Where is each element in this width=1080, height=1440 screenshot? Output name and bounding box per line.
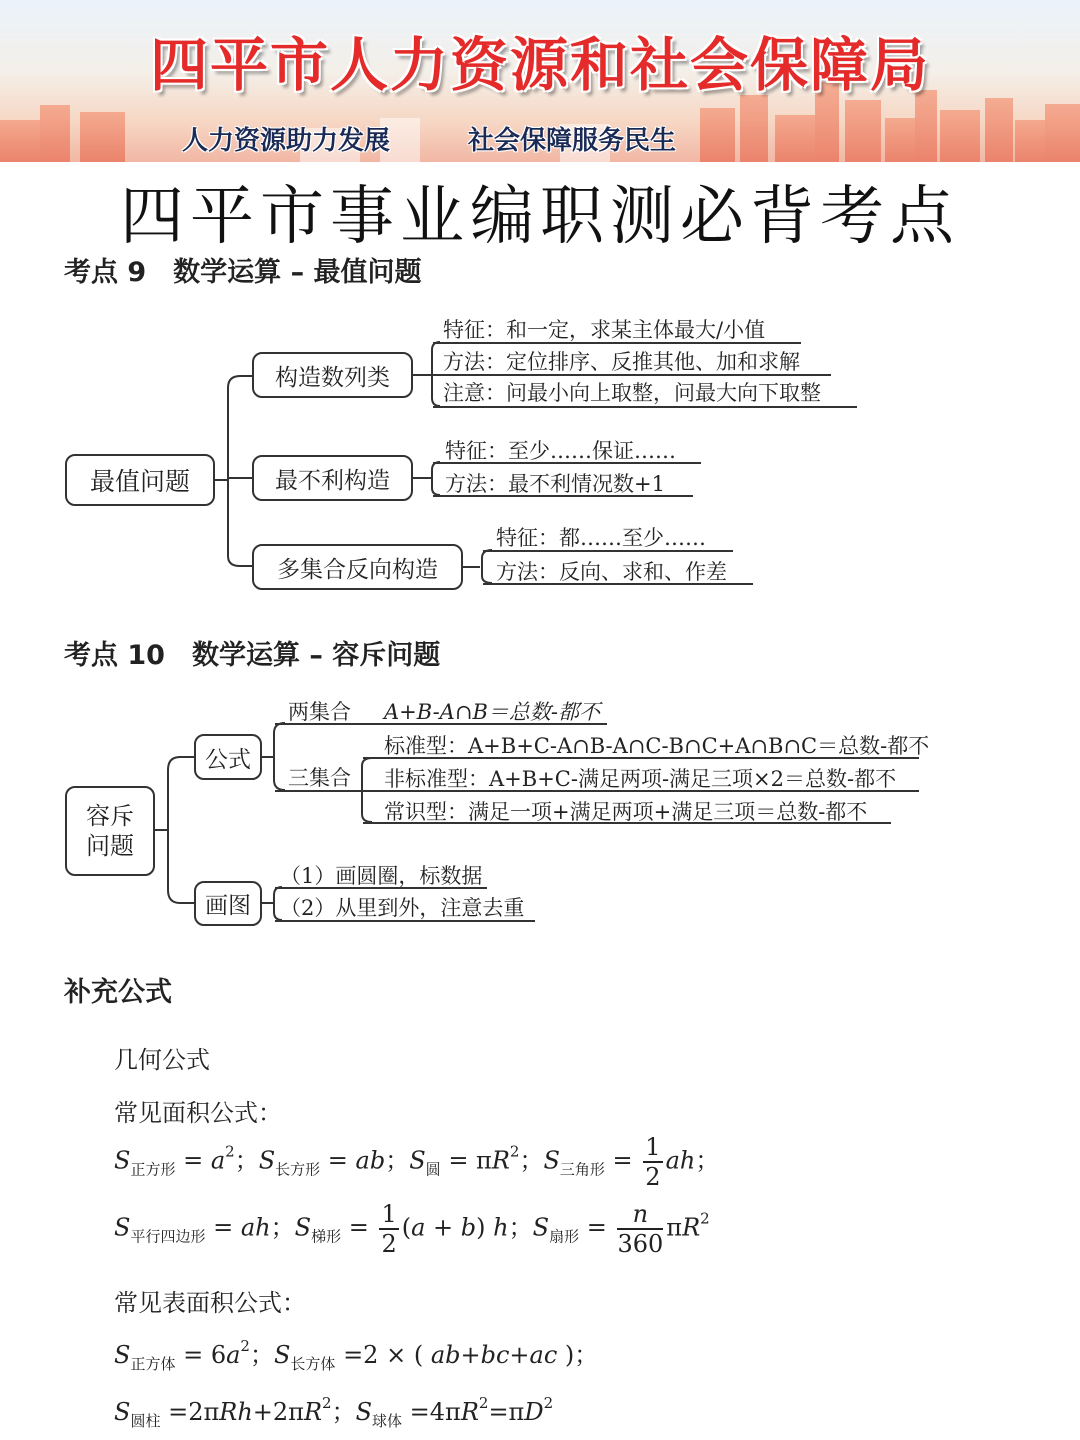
- geometry-heading: 几何公式: [114, 1046, 210, 1074]
- banner-title: 四平市人力资源和社会保障局: [149, 31, 930, 99]
- branch-node-sequence: 构造数列类: [252, 352, 413, 398]
- underline: [275, 723, 607, 725]
- branch3-line2: 方法：反向、求和、作差: [496, 560, 727, 584]
- underline: [275, 887, 487, 889]
- two-set-formula: A+B-A∩B＝总数-都不: [384, 700, 600, 724]
- underline: [433, 462, 701, 464]
- branch2-line2: 方法：最不利情况数+1: [445, 472, 665, 496]
- underline: [275, 920, 535, 922]
- underline: [433, 342, 801, 344]
- branch-node-multiset: 多集合反向构造: [252, 544, 463, 590]
- surface-formula-row2: $S_{圆柱} =2\pi Rh+2\pi R^2$；$S_{球体} =4\pi R^2=\pi D^2$: [114, 1394, 554, 1430]
- two-set-label: 两集合: [288, 700, 351, 724]
- surface-formulas-heading: 常见表面积公式：: [114, 1289, 306, 1317]
- root-node-inclusion-exclusion: 容斥 问题: [65, 786, 155, 876]
- three-set-label: 三集合: [288, 766, 351, 790]
- section10-heading: 考点 10 数学运算 – 容斥问题: [64, 640, 441, 671]
- underline: [275, 790, 363, 792]
- branch3-line1: 特征：都……至少……: [496, 526, 706, 550]
- underline: [363, 790, 919, 792]
- three-set-nonstandard: 非标准型：A+B+C-满足两项-满足三项×2＝总数-都不: [384, 767, 897, 791]
- slogan-right: 社会保障服务民生: [468, 126, 677, 156]
- branch2-line1: 特征：至少……保证……: [445, 439, 676, 463]
- three-set-standard: 标准型：A+B+C-A∩B-A∩C-B∩C+A∩B∩C＝总数-都不: [384, 734, 930, 758]
- underline: [433, 495, 693, 497]
- branch-node-drawing: 画图: [194, 881, 262, 926]
- branch-node-worst-case: 最不利构造: [252, 455, 413, 501]
- section9-heading: 考点 9 数学运算 – 最值问题: [64, 257, 422, 288]
- underline: [433, 406, 857, 408]
- drawing-step2: （2）从里到外，注意去重: [280, 896, 525, 920]
- branch1-line3: 注意：问最小向上取整，问最大向下取整: [443, 381, 821, 405]
- page-title: 四平市事业编职测必背考点: [120, 180, 960, 254]
- drawing-step1: （1）画圆圈，标数据: [280, 864, 483, 888]
- area-formulas-heading: 常见面积公式：: [114, 1099, 282, 1127]
- underline: [433, 374, 831, 376]
- branch-node-formula: 公式: [194, 734, 262, 780]
- supplement-heading: 补充公式: [64, 977, 172, 1008]
- underline: [483, 583, 753, 585]
- branch1-line2: 方法：定位排序、反推其他、加和求解: [443, 350, 800, 374]
- root-node-extremum: 最值问题: [65, 454, 215, 506]
- slogan-left: 人力资源助力发展: [182, 126, 391, 156]
- surface-formula-row1: $S_{正方体} = 6a^2$；$S_{长方体} =2$ × ( ab+bc+ac )；: [114, 1337, 599, 1373]
- branch1-line1: 特征：和一定，求某主体最大/小值: [443, 318, 766, 342]
- three-set-common: 常识型：满足一项+满足两项+满足三项＝总数-都不: [384, 800, 868, 824]
- underline: [363, 822, 891, 824]
- underline: [363, 757, 919, 759]
- area-formula-row2: $S_{平行四边形}$ = ah；$S_{梯形}$ = $\frac{1}{2}$ (a + b) h；$S_{扇形}$ = $\frac{n}{360}$ $\pi R^2$: [114, 1200, 710, 1258]
- area-formula-row1: $S_{正方形} = a^2$；$S_{长方形}$ = ab；$S_圆 = \pi R^2$；$S_{三角形}$ = $\frac{1}{2}$ ah；: [114, 1133, 720, 1191]
- underline: [483, 550, 733, 552]
